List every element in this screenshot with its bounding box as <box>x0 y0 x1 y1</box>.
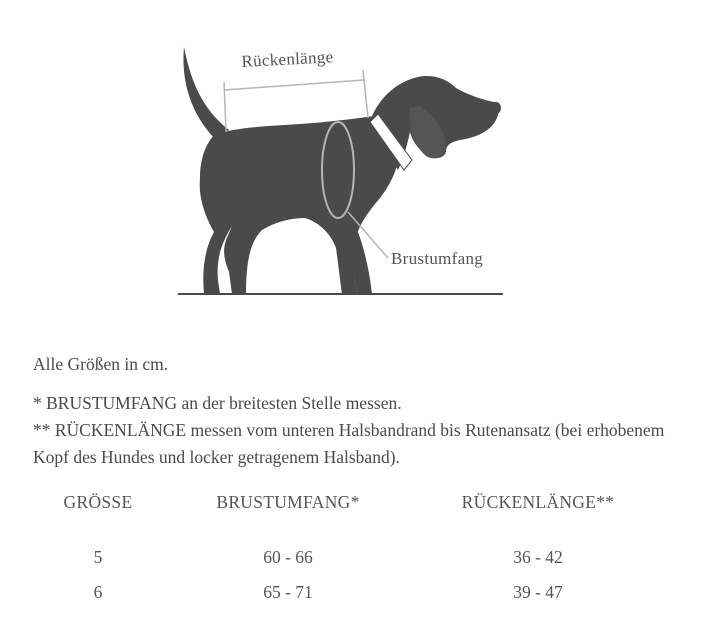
back-note: ** RÜCKENLÄNGE messen vom unteren Halsbandrand bis Rutenansatz (bei erhobenem Kopf des Hundes und locker getragenem Halsband). <box>33 420 665 467</box>
dog-nose <box>491 102 501 114</box>
table-row <box>33 540 663 575</box>
header-size: GRÖSSE <box>63 492 133 512</box>
measurement-notes <box>33 390 673 471</box>
units-note: Alle Größen in cm. <box>33 354 169 374</box>
chest-note: * BRUSTUMFANG an der breitesten Stelle messen. <box>33 393 402 413</box>
size-table-header <box>33 492 663 526</box>
back-length-guide <box>224 80 364 90</box>
dog-body <box>200 116 400 294</box>
header-chest: BRUSTUMFANG* <box>216 492 360 512</box>
cell-back: 36 - 42 <box>513 547 563 567</box>
cell-chest: 60 - 66 <box>263 547 313 567</box>
cell-size: 6 <box>93 582 103 602</box>
cell-size: 5 <box>93 547 103 567</box>
table-row <box>33 575 663 610</box>
header-back: RÜCKENLÄNGE** <box>461 492 615 512</box>
chest-girth-label: Brustumfang <box>391 249 484 268</box>
dog-tail <box>183 47 229 138</box>
size-table <box>33 492 663 610</box>
cell-chest: 65 - 71 <box>263 582 313 602</box>
cell-back: 39 - 47 <box>513 582 563 602</box>
back-length-label: Rückenlänge <box>240 47 334 72</box>
